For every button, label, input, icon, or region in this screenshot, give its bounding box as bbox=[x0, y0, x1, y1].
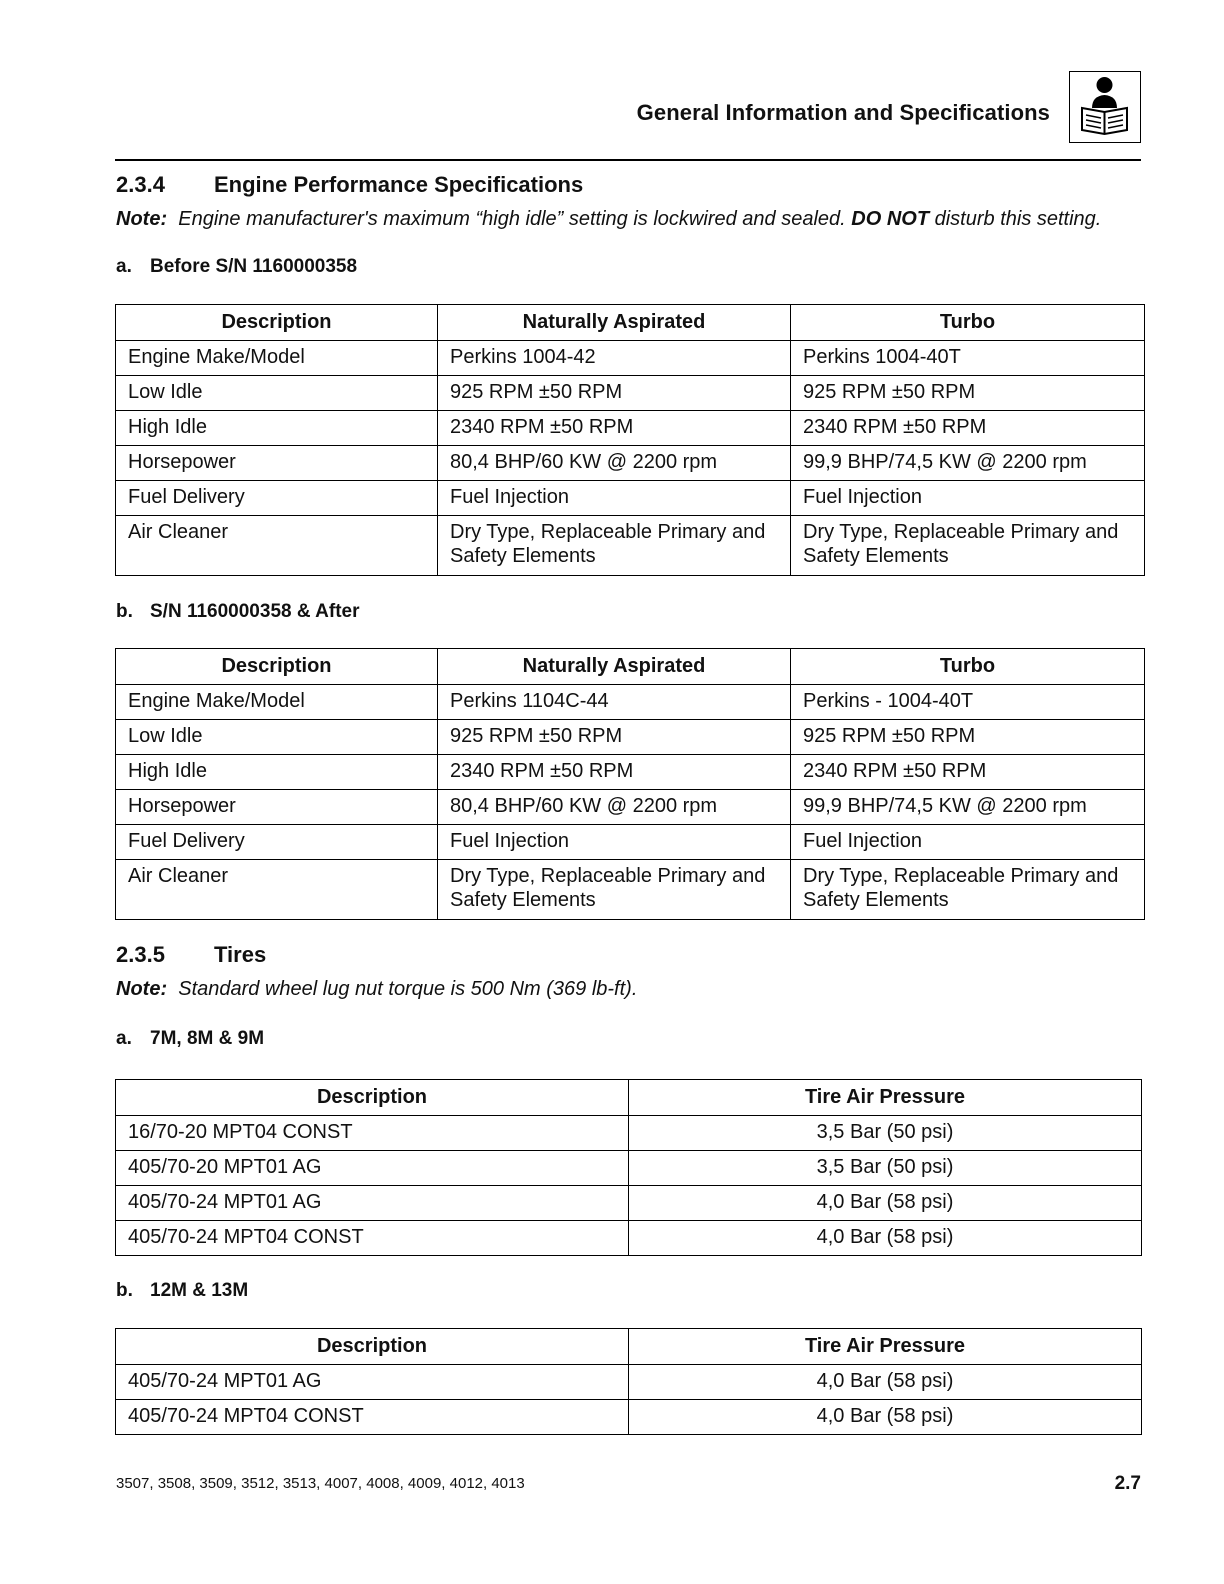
sub-letter: b. bbox=[116, 601, 133, 622]
table-row bbox=[116, 790, 1145, 825]
section-title: Engine Performance Specifications bbox=[214, 172, 584, 197]
table-header-row bbox=[116, 1329, 1142, 1365]
table-cell: Fuel Injection bbox=[791, 481, 1145, 516]
sub-title: 12M & 13M bbox=[150, 1280, 249, 1301]
table-cell: 80,4 BHP/60 KW @ 2200 rpm bbox=[438, 446, 791, 481]
column-header: Turbo bbox=[791, 649, 1145, 685]
table-cell: 99,9 BHP/74,5 KW @ 2200 rpm bbox=[791, 446, 1145, 481]
tire-pressure-table-7m-9m bbox=[115, 1079, 1142, 1256]
section-heading-engine bbox=[116, 172, 583, 198]
table-cell: 2340 RPM ±50 RPM bbox=[791, 411, 1145, 446]
note-text-end: disturb this setting. bbox=[934, 208, 1102, 230]
table-cell: Fuel Delivery bbox=[116, 825, 438, 860]
page-header-title: General Information and Specifications bbox=[636, 100, 1050, 125]
header-divider bbox=[115, 159, 1141, 161]
table-cell: High Idle bbox=[116, 755, 438, 790]
column-header: Naturally Aspirated bbox=[438, 305, 791, 341]
table-cell: 405/70-20 MPT01 AG bbox=[116, 1151, 629, 1186]
table-cell: 4,0 Bar (58 psi) bbox=[629, 1365, 1142, 1400]
sub-title: Before S/N 1160000358 bbox=[150, 256, 358, 277]
section-number: 2.3.4 bbox=[116, 172, 165, 197]
subheading-before-sn bbox=[116, 256, 357, 278]
table-cell: Dry Type, Replaceable Primary and Safety Elements bbox=[438, 860, 791, 920]
column-header: Turbo bbox=[791, 305, 1145, 341]
section-number: 2.3.5 bbox=[116, 942, 165, 967]
table-cell: Fuel Delivery bbox=[116, 481, 438, 516]
table-cell: Low Idle bbox=[116, 376, 438, 411]
table-row bbox=[116, 481, 1145, 516]
engine-spec-table-before bbox=[115, 304, 1145, 576]
table-cell: 925 RPM ±50 RPM bbox=[438, 720, 791, 755]
note-label: Note: bbox=[116, 978, 168, 1000]
table-cell: 925 RPM ±50 RPM bbox=[438, 376, 791, 411]
table-cell: Dry Type, Replaceable Primary and Safety Elements bbox=[791, 860, 1145, 920]
table-cell: Perkins - 1004-40T bbox=[791, 685, 1145, 720]
table-cell: 405/70-24 MPT01 AG bbox=[116, 1365, 629, 1400]
table-row bbox=[116, 1116, 1142, 1151]
manual-reader-icon bbox=[1069, 71, 1141, 143]
section-heading-tires bbox=[116, 942, 266, 968]
table-header-row bbox=[116, 1080, 1142, 1116]
table-cell: 80,4 BHP/60 KW @ 2200 rpm bbox=[438, 790, 791, 825]
column-header: Naturally Aspirated bbox=[438, 649, 791, 685]
table-cell: Horsepower bbox=[116, 790, 438, 825]
subheading-after-sn bbox=[116, 601, 359, 623]
table-cell: Fuel Injection bbox=[438, 481, 791, 516]
table-cell: 16/70-20 MPT04 CONST bbox=[116, 1116, 629, 1151]
table-cell: 925 RPM ±50 RPM bbox=[791, 720, 1145, 755]
note-label: Note: bbox=[116, 208, 168, 230]
table-cell: 4,0 Bar (58 psi) bbox=[629, 1400, 1142, 1435]
note-text: Engine manufacturer's maximum “high idle” setting is lockwired and sealed. bbox=[178, 208, 846, 230]
note-emphasis: DO NOT bbox=[851, 208, 930, 230]
table-cell: 405/70-24 MPT01 AG bbox=[116, 1186, 629, 1221]
table-cell: 2340 RPM ±50 RPM bbox=[791, 755, 1145, 790]
sub-letter: a. bbox=[116, 1028, 132, 1049]
table-cell: Air Cleaner bbox=[116, 516, 438, 576]
footer-model-list: 3507, 3508, 3509, 3512, 3513, 4007, 4008, 4009, 4012, 4013 bbox=[116, 1475, 525, 1492]
sub-letter: b. bbox=[116, 1280, 133, 1301]
table-row bbox=[116, 825, 1145, 860]
table-row bbox=[116, 516, 1145, 576]
note-text: Standard wheel lug nut torque is 500 Nm (369 lb-ft). bbox=[178, 978, 638, 1000]
table-cell: Air Cleaner bbox=[116, 860, 438, 920]
sub-title: 7M, 8M & 9M bbox=[150, 1028, 265, 1049]
table-cell: 2340 RPM ±50 RPM bbox=[438, 755, 791, 790]
table-row bbox=[116, 720, 1145, 755]
table-header-row bbox=[116, 649, 1145, 685]
table-cell: Perkins 1104C-44 bbox=[438, 685, 791, 720]
table-cell: Engine Make/Model bbox=[116, 341, 438, 376]
table-cell: 925 RPM ±50 RPM bbox=[791, 376, 1145, 411]
table-cell: Horsepower bbox=[116, 446, 438, 481]
table-row bbox=[116, 446, 1145, 481]
table-cell: Perkins 1004-40T bbox=[791, 341, 1145, 376]
column-header: Description bbox=[116, 649, 438, 685]
table-cell: 4,0 Bar (58 psi) bbox=[629, 1186, 1142, 1221]
table-cell: Fuel Injection bbox=[438, 825, 791, 860]
engine-note bbox=[116, 208, 1101, 231]
table-cell: High Idle bbox=[116, 411, 438, 446]
table-row bbox=[116, 1365, 1142, 1400]
table-row bbox=[116, 1151, 1142, 1186]
table-row bbox=[116, 411, 1145, 446]
column-header: Tire Air Pressure bbox=[629, 1329, 1142, 1365]
table-row bbox=[116, 376, 1145, 411]
table-cell: 405/70-24 MPT04 CONST bbox=[116, 1221, 629, 1256]
subheading-7m-8m-9m bbox=[116, 1028, 264, 1050]
table-cell: 2340 RPM ±50 RPM bbox=[438, 411, 791, 446]
table-cell: 405/70-24 MPT04 CONST bbox=[116, 1400, 629, 1435]
sub-title: S/N 1160000358 & After bbox=[150, 601, 360, 622]
tires-note bbox=[116, 978, 637, 1001]
table-cell: 3,5 Bar (50 psi) bbox=[629, 1151, 1142, 1186]
table-cell: 4,0 Bar (58 psi) bbox=[629, 1221, 1142, 1256]
tire-pressure-table-12m-13m bbox=[115, 1328, 1142, 1435]
sub-letter: a. bbox=[116, 256, 132, 277]
engine-spec-table-after bbox=[115, 648, 1145, 920]
column-header: Description bbox=[116, 1329, 629, 1365]
page-number: 2.7 bbox=[1114, 1473, 1141, 1494]
column-header: Description bbox=[116, 305, 438, 341]
table-row bbox=[116, 860, 1145, 920]
table-row bbox=[116, 1400, 1142, 1435]
table-header-row bbox=[116, 305, 1145, 341]
table-row bbox=[116, 341, 1145, 376]
table-cell: Low Idle bbox=[116, 720, 438, 755]
column-header: Tire Air Pressure bbox=[629, 1080, 1142, 1116]
table-cell: Fuel Injection bbox=[791, 825, 1145, 860]
table-cell: Dry Type, Replaceable Primary and Safety Elements bbox=[791, 516, 1145, 576]
table-cell: 3,5 Bar (50 psi) bbox=[629, 1116, 1142, 1151]
table-row bbox=[116, 1221, 1142, 1256]
table-cell: 99,9 BHP/74,5 KW @ 2200 rpm bbox=[791, 790, 1145, 825]
table-row bbox=[116, 1186, 1142, 1221]
column-header: Description bbox=[116, 1080, 629, 1116]
table-cell: Engine Make/Model bbox=[116, 685, 438, 720]
table-row bbox=[116, 685, 1145, 720]
subheading-12m-13m bbox=[116, 1280, 248, 1302]
table-row bbox=[116, 755, 1145, 790]
table-cell: Dry Type, Replaceable Primary and Safety Elements bbox=[438, 516, 791, 576]
section-title: Tires bbox=[214, 942, 267, 967]
table-cell: Perkins 1004-42 bbox=[438, 341, 791, 376]
